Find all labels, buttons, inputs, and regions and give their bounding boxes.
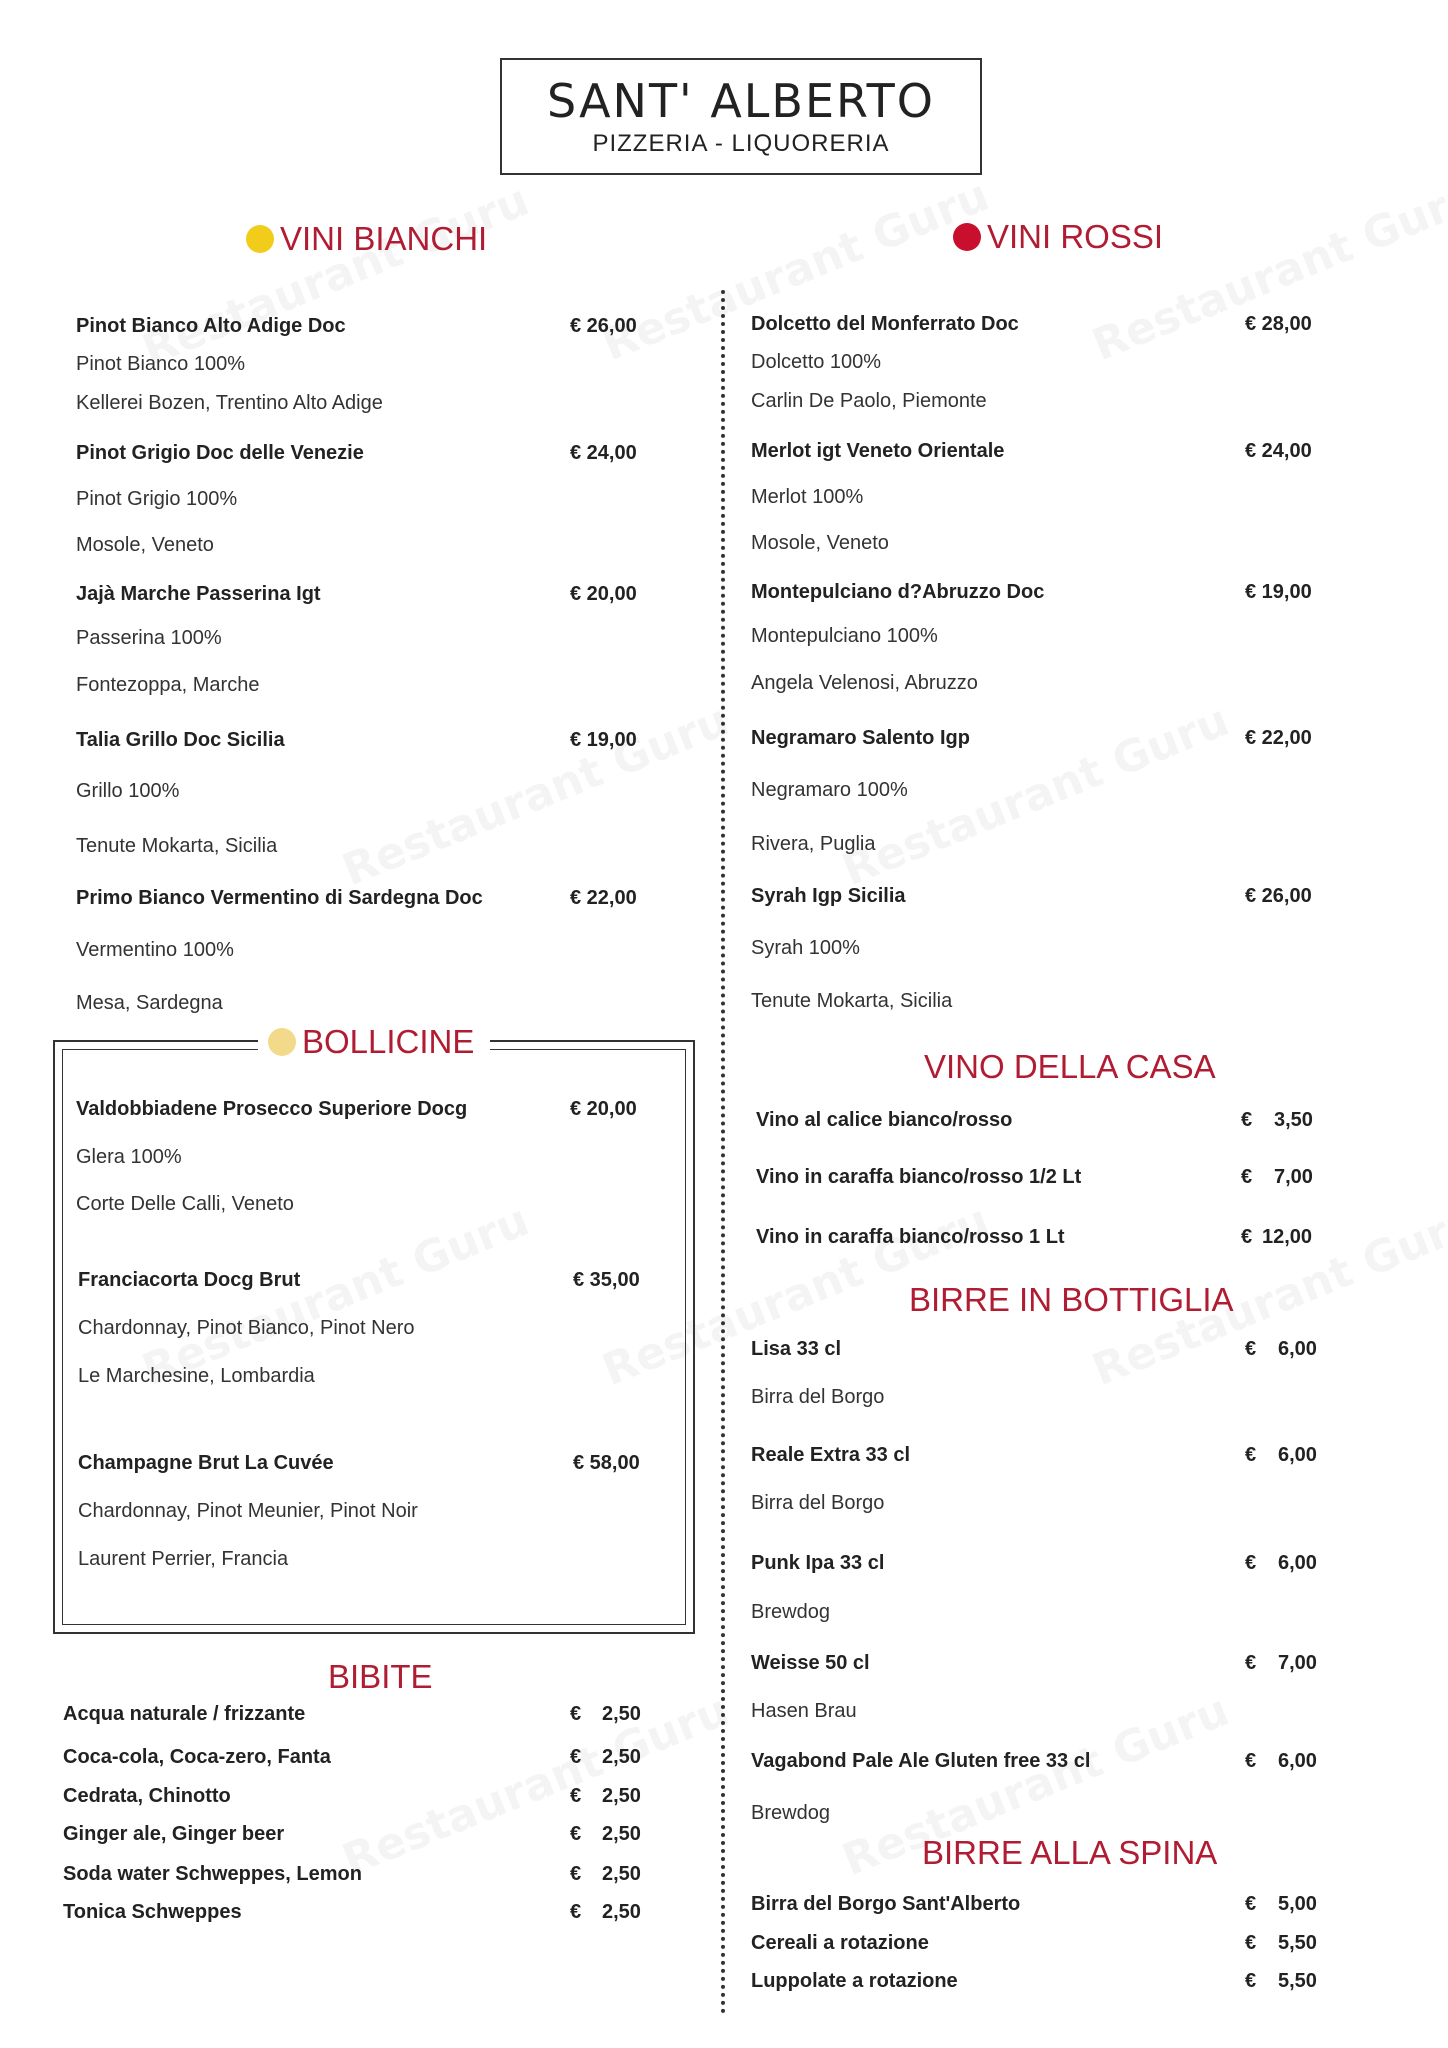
drink-name: Vino al calice bianco/rosso (756, 1109, 1013, 1131)
beer-name: Vagabond Pale Ale Gluten free 33 cl (751, 1750, 1091, 1772)
currency-symbol: € (570, 1863, 582, 1885)
currency-symbol: € (570, 1901, 582, 1923)
drink-name: Coca-cola, Coca-zero, Fanta (63, 1746, 331, 1768)
wine-grape: Grillo 100% (76, 780, 180, 802)
wine-producer: Tenute Mokarta, Sicilia (76, 835, 278, 857)
wine-price: € 20,00 (570, 583, 637, 605)
wine-name: Syrah Igp Sicilia (751, 885, 906, 907)
beer-price: 6,00 (1278, 1750, 1317, 1772)
beer-producer: Birra del Borgo (751, 1492, 885, 1514)
currency-symbol: € (1245, 1338, 1257, 1360)
wine-name: Pinot Bianco Alto Adige Doc (76, 315, 346, 337)
beer-price: 6,00 (1278, 1338, 1317, 1360)
wine-producer: Corte Delle Calli, Veneto (76, 1193, 294, 1215)
wine-producer: Mosole, Veneto (76, 534, 214, 556)
wine-price: € 19,00 (1245, 581, 1312, 603)
wine-name: Pinot Grigio Doc delle Venezie (76, 442, 364, 464)
wine-name: Valdobbiadene Prosecco Superiore Docg (76, 1098, 468, 1120)
currency-symbol: € (1245, 1652, 1257, 1674)
section-title-vini-rossi: VINI ROSSI (953, 218, 1163, 256)
wine-producer: Mosole, Veneto (751, 532, 889, 554)
wine-price: € 24,00 (570, 442, 637, 464)
beer-price: 5,50 (1278, 1932, 1317, 1954)
beer-price: 6,00 (1278, 1552, 1317, 1574)
wine-name: Primo Bianco Vermentino di Sardegna Doc (76, 887, 483, 909)
beer-name: Punk Ipa 33 cl (751, 1552, 885, 1574)
drink-price: 12,00 (1262, 1226, 1313, 1248)
drink-name: Tonica Schweppes (63, 1901, 242, 1923)
pale-yellow-dot-icon (268, 1028, 296, 1056)
drink-name: Acqua naturale / frizzante (63, 1703, 306, 1725)
beer-name: Cereali a rotazione (751, 1932, 929, 1954)
wine-producer: Tenute Mokarta, Sicilia (751, 990, 953, 1012)
beer-name: Lisa 33 cl (751, 1338, 842, 1360)
wine-name: Dolcetto del Monferrato Doc (751, 313, 1019, 335)
wine-name: Champagne Brut La Cuvée (78, 1452, 334, 1474)
drink-price: 7,00 (1274, 1166, 1313, 1188)
beer-producer: Brewdog (751, 1802, 830, 1824)
wine-grape: Syrah 100% (751, 937, 860, 959)
currency-symbol: € (1245, 1893, 1257, 1915)
section-title-bibite: BIBITE (328, 1658, 433, 1695)
beer-producer: Birra del Borgo (751, 1386, 885, 1408)
wine-price: € 28,00 (1245, 313, 1312, 335)
beer-producer: Hasen Brau (751, 1700, 857, 1722)
watermark-text (335, 695, 736, 896)
wine-price: € 20,00 (570, 1098, 637, 1120)
wine-grape: Dolcetto 100% (751, 351, 882, 373)
wine-producer: Angela Velenosi, Abruzzo (751, 672, 978, 694)
wine-producer: Carlin De Paolo, Piemonte (751, 390, 987, 412)
wine-grape: Chardonnay, Pinot Meunier, Pinot Noir (78, 1500, 418, 1522)
watermark-text (595, 170, 996, 371)
wine-grape: Merlot 100% (751, 486, 864, 508)
currency-symbol: € (570, 1785, 582, 1807)
section-title-vini-bianchi: VINI BIANCHI (246, 220, 487, 258)
wine-grape: Negramaro 100% (751, 779, 908, 801)
wine-producer: Mesa, Sardegna (76, 992, 223, 1014)
beer-name: Luppolate a rotazione (751, 1970, 958, 1992)
drink-price: 2,50 (602, 1703, 641, 1725)
currency-symbol: € (570, 1703, 582, 1725)
yellow-dot-icon (246, 225, 274, 253)
drink-price: 3,50 (1274, 1109, 1313, 1131)
section-title-bollicine: BOLLICINE (268, 1023, 474, 1061)
wine-grape: Pinot Grigio 100% (76, 488, 238, 510)
wine-price: € 22,00 (570, 887, 637, 909)
section-title-vino-della-casa: VINO DELLA CASA (924, 1048, 1216, 1085)
beer-name: Weisse 50 cl (751, 1652, 870, 1674)
currency-symbol: € (570, 1746, 582, 1768)
drink-price: 2,50 (602, 1785, 641, 1807)
wine-price: € 35,00 (573, 1269, 640, 1291)
wine-name: Montepulciano d?Abruzzo Doc (751, 581, 1045, 603)
drink-name: Ginger ale, Ginger beer (63, 1823, 285, 1845)
wine-producer: Laurent Perrier, Francia (78, 1548, 289, 1570)
drink-name: Soda water Schweppes, Lemon (63, 1863, 362, 1885)
wine-name: Jajà Marche Passerina Igt (76, 583, 321, 605)
red-dot-icon (953, 223, 981, 251)
beer-price: 5,50 (1278, 1970, 1317, 1992)
wine-grape: Chardonnay, Pinot Bianco, Pinot Nero (78, 1317, 415, 1339)
beer-name: Reale Extra 33 cl (751, 1444, 910, 1466)
wine-name: Merlot igt Veneto Orientale (751, 440, 1005, 462)
watermark-text (135, 175, 536, 376)
currency-symbol: € (1245, 1444, 1257, 1466)
wine-grape: Glera 100% (76, 1146, 182, 1168)
wine-name: Franciacorta Docg Brut (78, 1269, 301, 1291)
currency-symbol: € (1245, 1970, 1257, 1992)
drink-name: Cedrata, Chinotto (63, 1785, 231, 1807)
wine-price: € 22,00 (1245, 727, 1312, 749)
drink-name: Vino in caraffa bianco/rosso 1/2 Lt (756, 1166, 1082, 1188)
wine-grape: Pinot Bianco 100% (76, 353, 246, 375)
wine-producer: Fontezoppa, Marche (76, 674, 260, 696)
wine-price: € 24,00 (1245, 440, 1312, 462)
wine-grape: Passerina 100% (76, 627, 222, 649)
currency-symbol: € (1245, 1750, 1257, 1772)
beer-price: 5,00 (1278, 1893, 1317, 1915)
wine-producer: Le Marchesine, Lombardia (78, 1365, 315, 1387)
wine-price: € 26,00 (570, 315, 637, 337)
currency-symbol: € (1241, 1226, 1253, 1248)
section-title-birre-alla-spina: BIRRE ALLA SPINA (922, 1834, 1218, 1871)
section-title-birre-in-bottiglia: BIRRE IN BOTTIGLIA (909, 1281, 1234, 1318)
watermark-text (1085, 170, 1448, 371)
currency-symbol: € (570, 1823, 582, 1845)
wine-price: € 58,00 (573, 1452, 640, 1474)
currency-symbol: € (1241, 1166, 1253, 1188)
beer-name: Birra del Borgo Sant'Alberto (751, 1893, 1021, 1915)
wine-name: Talia Grillo Doc Sicilia (76, 729, 285, 751)
column-divider (721, 290, 725, 2015)
wine-grape: Montepulciano 100% (751, 625, 938, 647)
currency-symbol: € (1245, 1932, 1257, 1954)
wine-producer: Kellerei Bozen, Trentino Alto Adige (76, 392, 383, 414)
drink-price: 2,50 (602, 1863, 641, 1885)
wine-price: € 19,00 (570, 729, 637, 751)
wine-grape: Vermentino 100% (76, 939, 234, 961)
restaurant-header (500, 58, 982, 175)
restaurant-name: SANT' ALBERTO (547, 74, 935, 128)
beer-producer: Brewdog (751, 1601, 830, 1623)
drink-price: 2,50 (602, 1901, 641, 1923)
drink-price: 2,50 (602, 1746, 641, 1768)
drink-price: 2,50 (602, 1823, 641, 1845)
beer-price: 6,00 (1278, 1444, 1317, 1466)
currency-symbol: € (1245, 1552, 1257, 1574)
wine-name: Negramaro Salento Igp (751, 727, 970, 749)
wine-price: € 26,00 (1245, 885, 1312, 907)
wine-producer: Rivera, Puglia (751, 833, 876, 855)
beer-price: 7,00 (1278, 1652, 1317, 1674)
drink-name: Vino in caraffa bianco/rosso 1 Lt (756, 1226, 1065, 1248)
currency-symbol: € (1241, 1109, 1253, 1131)
restaurant-subtitle: PIZZERIA - LIQUORERIA (592, 130, 890, 157)
watermark-text (335, 1685, 736, 1886)
